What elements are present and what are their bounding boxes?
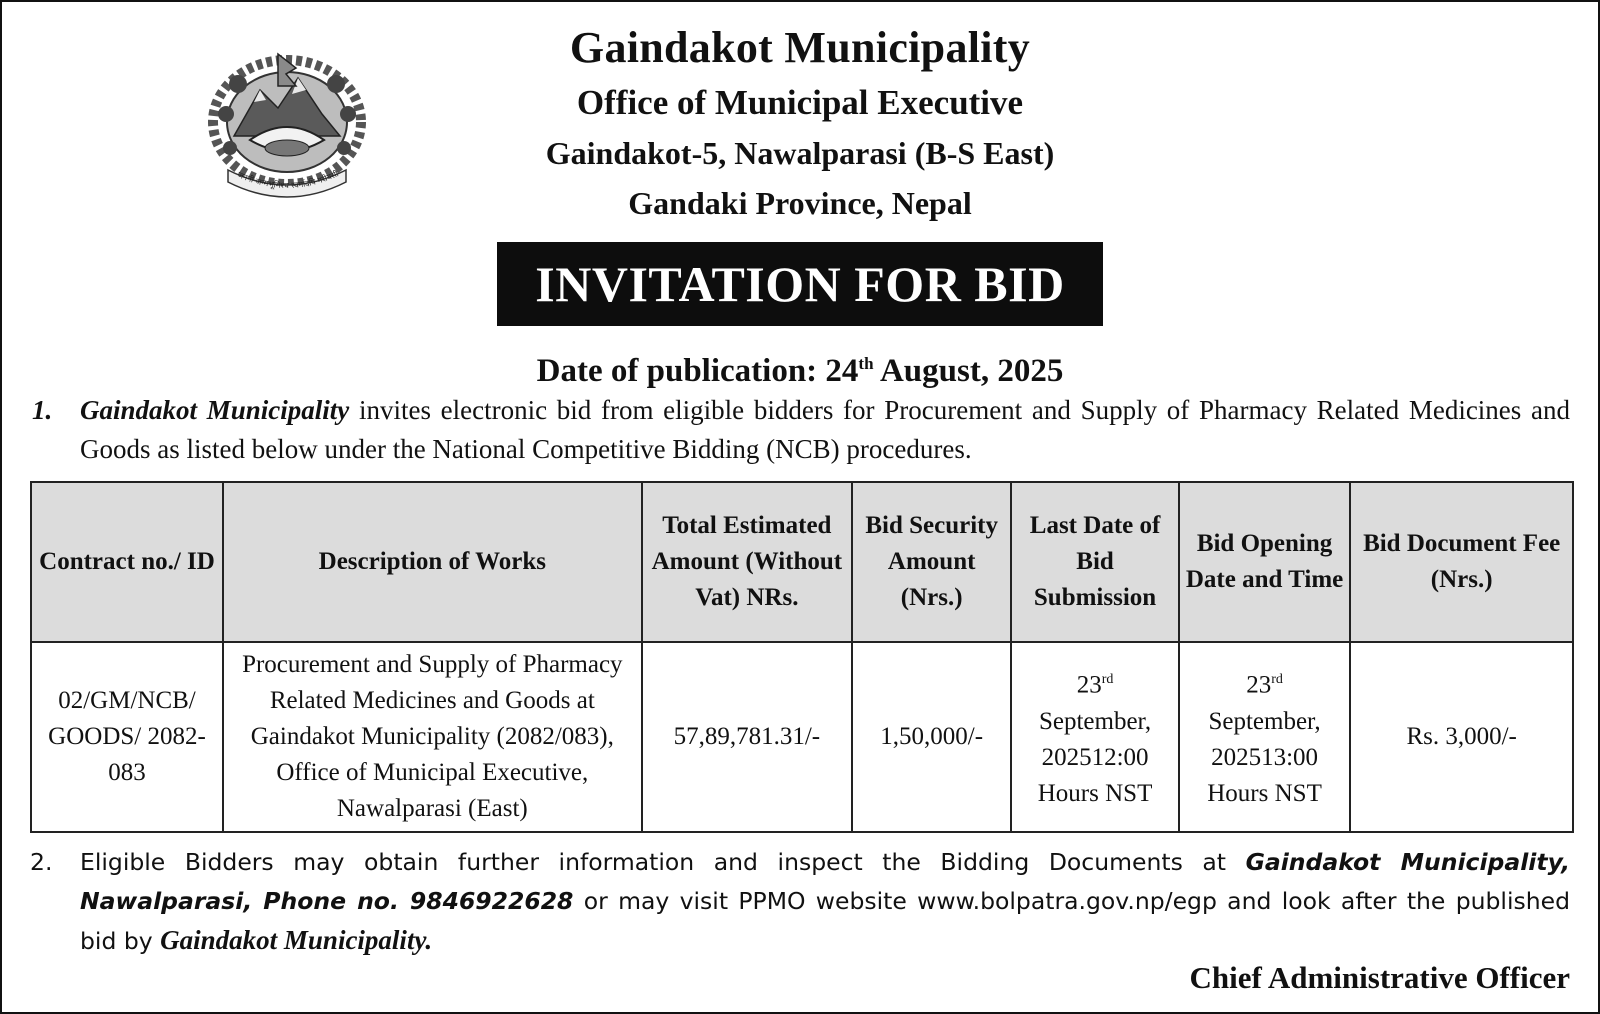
header-bid-security: Bid Security Amount (Nrs.): [852, 482, 1011, 642]
header: [30, 2, 1570, 228]
cell-estimated-amount: 57,89,781.31/-: [642, 642, 852, 832]
header-estimated-amount: Total Estimated Amount (Without Vat) NRs.: [642, 482, 852, 642]
table-header-row: [31, 482, 1573, 642]
contact-info: Gaindakot Municipality, Nawalparasi, Phone no. 9846922628: [80, 848, 1570, 915]
emblem-motto: जननी जन्मभूमिश्च स्वर्गादपि गरीयसी: [236, 169, 340, 191]
header-contract-id: Contract no./ ID: [31, 482, 223, 642]
signatory-title: Chief Administrative Officer: [1189, 960, 1570, 995]
address-line-2: Gandaki Province, Nepal: [628, 185, 972, 221]
cell-description: Procurement and Supply of Pharmacy Related Medicines and Goods at Gaindakot Municipality (2082/083), Office of Municipal Executive, Nawalparasi (East): [223, 642, 642, 832]
office-name: Office of Municipal Executive: [576, 83, 1024, 122]
paragraph-1-number: 1.: [32, 395, 53, 425]
paragraph-1-org: Gaindakot Municipality: [80, 395, 350, 425]
table-row: [31, 642, 1573, 832]
paragraph-2-number: 2.: [30, 848, 53, 876]
paragraph-2-org: Gaindakot Municipality.: [160, 925, 433, 955]
cell-bid-security: 1,50,000/-: [852, 642, 1011, 832]
invitation-banner: INVITATION FOR BID: [497, 242, 1102, 326]
bid-table: [30, 481, 1574, 833]
cell-opening-date: 23rd September, 202513:00 Hours NST: [1179, 642, 1351, 832]
cell-last-date: 23rd September, 202512:00 Hours NST: [1011, 642, 1178, 832]
paragraph-2: 2. Eligible Bidders may obtain further information and inspect the Bidding Documents at Gaindakot Municipality, Nawalparasi, Phone no. 9846922628 or may visit PPMO website www.bolpatra.gov.np/egp and look after the published bid by Gaindakot Municipality.: [30, 843, 1570, 961]
page-title: Gaindakot Municipality: [569, 23, 1031, 72]
header-description: Description of Works: [223, 482, 642, 642]
paragraph-1: [30, 391, 1570, 469]
address-line-1: Gaindakot-5, Nawalparasi (B-S East): [545, 135, 1055, 171]
header-last-date: Last Date of Bid Submission: [1011, 482, 1178, 642]
paragraph-1-text: invites electronic bid from eligible bidders for Procurement and Supply of Pharmacy Related Medicines and Goods as listed below under the National Competitive Bidding (NCB) procedures.: [80, 395, 1570, 464]
cell-document-fee: Rs. 3,000/-: [1350, 642, 1573, 832]
publication-date: Date of publication: 24th August, 2025: [536, 353, 1064, 389]
header-opening-date: Bid Opening Date and Time: [1179, 482, 1351, 642]
header-document-fee: Bid Document Fee (Nrs.): [1350, 482, 1573, 642]
cell-contract-id: 02/GM/NCB/ GOODS/ 2082-083: [31, 642, 223, 832]
